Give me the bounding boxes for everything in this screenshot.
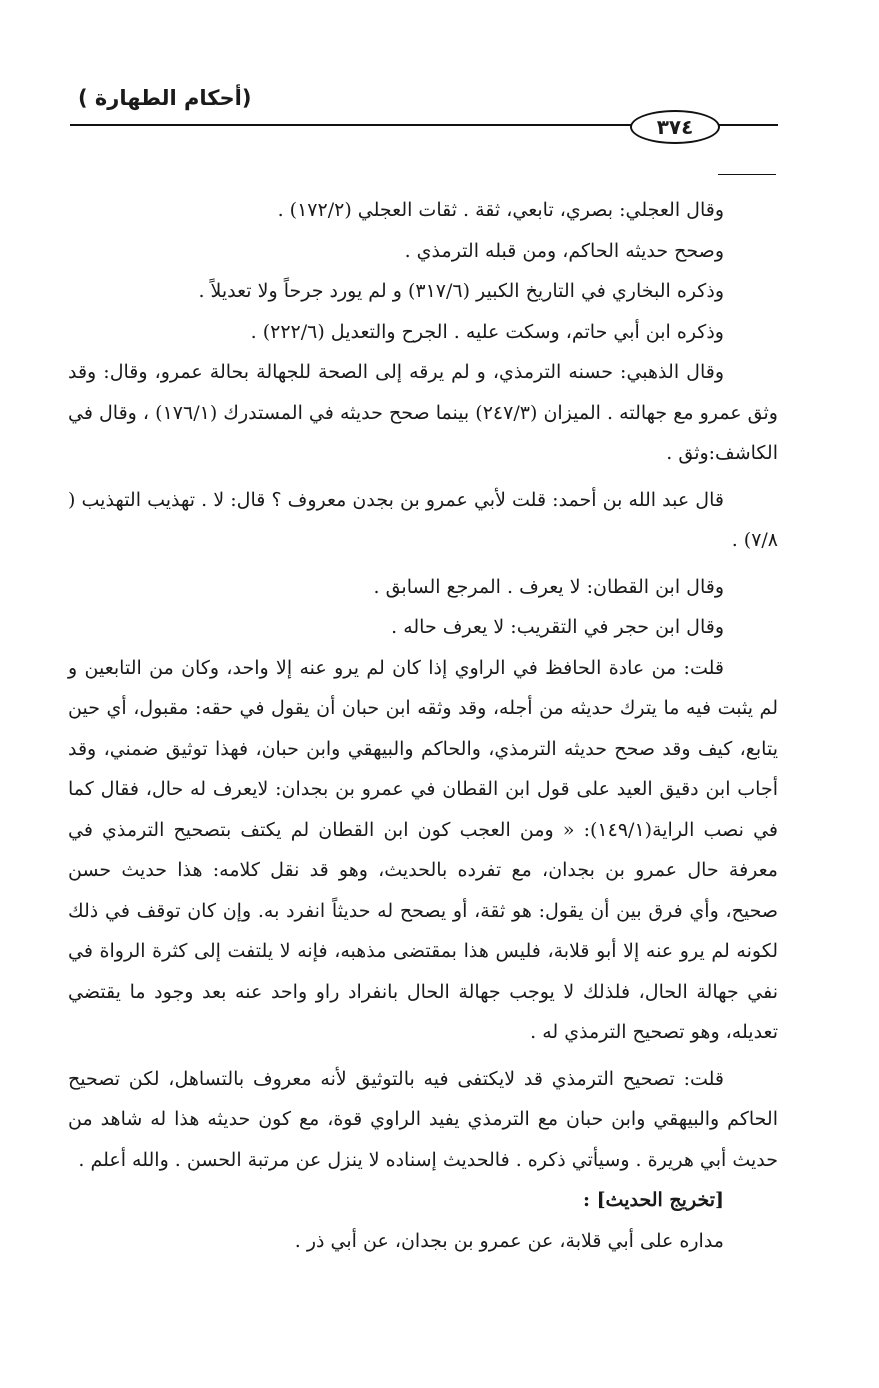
section-heading: [تخريج الحديث] :	[582, 1189, 724, 1211]
section-text: مداره على أبي قلابة، عن عمرو بن بجدان، عن أبي ذر .	[294, 1229, 724, 1252]
paragraph: وقال ابن القطان: لا يعرف . المرجع السابق .	[373, 575, 724, 598]
paragraph: قلت: تصحيح الترمذي قد لايكتفى فيه بالتوثيق لأنه معروف بالتساهل، لكن تصحيح الحاكم والبيهقي وابن حبان مع الترمذي يفيد الراوي قوة، مع كون حديثه هذا له شاهد من حديث أبي هريرة . وسيأتي ذكره . فالحديث إسناده لا ينزل عن مرتبة الحسن . والله أعلم .	[68, 1067, 778, 1171]
paragraph: قلت: من عادة الحافظ في الراوي إذا كان لم يرو عنه إلا واحد، وكان من التابعين و لم يثبت فيه ما يترك حديثه من أجله، وقد وثقه ابن حبان أن يقول في حقه: مقبول، أي حين يتابع، كيف وقد صحح حديثه الترمذي، والحاكم والبيهقي وابن حبان، فهذا توثيق ضمني، وقد أجاب ابن دقيق العيد على قول ابن القطان في عمرو بن بجدان: لايعرف له حال، فقال كما في نصب الراية(١٤٩/١): « ومن العجب كون ابن القطان لم يكتف بتصحيح الترمذي في معرفة حال عمرو بن بجدان، مع تفرده بالحديث، وهو قد نقل كلامه: هذا حديث حسن صحيح، وأي فرق بين أن يقول: هو ثقة، أو يصحح له حديثاً انفرد به. وإن كان توقف في ذلك لكونه لم يرو عنه إلا أبو قلابة، فليس هذا بمقتضى مذهبه، فإنه لا يلتفت إلى كثرة الرواة في نفي جهالة الحال، فلذلك لا يوجب جهالة الحال بانفراد راو واحد عنه بعد وجود ما يقتضي تعديله، وهو تصحيح الترمذي له .	[68, 656, 778, 1043]
paragraph: وذكره البخاري في التاريخ الكبير (٣١٧/٦) و لم يورد جرحاً ولا تعديلاً .	[198, 280, 724, 302]
page-number: ٣٧٤	[630, 110, 720, 144]
paragraph: وقال العجلي: بصري، تابعي، ثقة . ثقات العجلي (١٧٢/٢) .	[277, 199, 724, 221]
paragraph: وصحح حديثه الحاكم، ومن قبله الترمذي .	[404, 239, 724, 262]
paragraph: وذكره ابن أبي حاتم، وسكت عليه . الجرح والتعديل (٢٢٢/٦) .	[250, 320, 724, 343]
running-header-title: (أحكام الطهارة )	[78, 86, 252, 110]
page-body	[68, 190, 778, 1261]
footnote-separator	[718, 174, 776, 175]
paragraph: قال عبد الله بن أحمد: قلت لأبي عمرو بن بجدن معروف ؟ قال: لا . تهذيب التهذيب ( ٧/٨) .	[68, 488, 778, 551]
paragraph: وقال الذهبي: حسنه الترمذي، و لم يرقه إلى الصحة للجهالة بحالة عمرو، وقال: وقد وثق عمرو مع جهالته . الميزان (٢٤٧/٣) بينما صحح حديثه في المستدرك (١٧٦/١) ، وقال في الكاشف:وثق .	[68, 361, 778, 464]
paragraph: وقال ابن حجر في التقريب: لا يعرف حاله .	[391, 616, 724, 638]
